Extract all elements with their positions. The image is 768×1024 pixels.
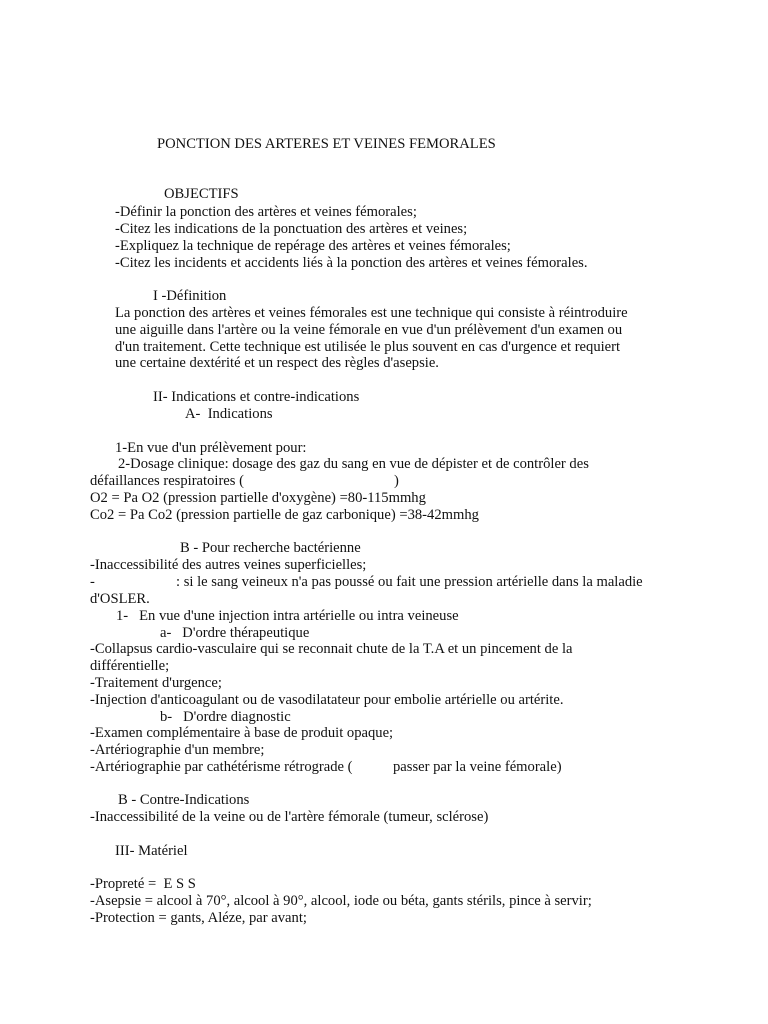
indication-line: 2-Dosage clinique: dosage des gaz du sang en vue de dépister et de contrôler des xyxy=(118,456,589,472)
indication-line: différentielle; xyxy=(90,658,170,674)
materiel-line: -Propreté = E S S xyxy=(90,876,196,892)
indication-line: Co2 = Pa Co2 (pression partielle de gaz carbonique) =38-42mmhg xyxy=(90,507,479,523)
materiel-line: -Asepsie = alcool à 70°, alcool à 90°, alcool, iode ou béta, gants stérils, pince à servir; xyxy=(90,893,592,909)
definition-line: d'un traitement. Cette technique est utilisée le plus souvent en cas d'urgence et requiert xyxy=(115,339,621,355)
objectif-item: -Citez les incidents et accidents liés à la ponction des artères et veines fémorales. xyxy=(115,255,588,271)
indication-line: -Injection d'anticoagulant ou de vasodilatateur pour embolie artérielle ou artérite. xyxy=(90,692,564,708)
indication-line: -Artériographie par cathétérisme rétrograde ( xyxy=(90,759,353,775)
definition-line: La ponction des artères et veines fémorales est une technique qui consiste à réintroduire xyxy=(115,305,628,321)
indication-line: passer par la veine fémorale) xyxy=(393,759,562,775)
definition-line: une aiguille dans l'artère ou la veine fémorale en vue d'un prélèvement d'un examen ou xyxy=(115,322,623,338)
materiel-heading: III- Matériel xyxy=(115,843,188,859)
indication-line: : si le sang veineux n'a pas poussé ou fait une pression artérielle dans la maladie xyxy=(176,574,643,590)
contre-indication-line: -Inaccessibilité de la veine ou de l'artère fémorale (tumeur, sclérose) xyxy=(90,809,489,825)
objectif-item: -Expliquez la technique de repérage des artères et veines fémorales; xyxy=(115,238,511,254)
objectifs-heading: OBJECTIFS xyxy=(164,186,239,202)
indication-line: - xyxy=(90,574,95,590)
therapeutic-subheading: a- D'ordre thérapeutique xyxy=(160,625,310,641)
definition-heading: I -Définition xyxy=(153,288,227,304)
indication-line: 1-En vue d'un prélèvement pour: xyxy=(115,440,307,456)
indication-line: -Examen complémentaire à base de produit opaque; xyxy=(90,725,394,741)
contre-indications-heading: B - Contre-Indications xyxy=(118,792,250,808)
indication-line: -Artériographie d'un membre; xyxy=(90,742,265,758)
indications-heading: II- Indications et contre-indications xyxy=(153,389,360,405)
indication-line: 1- En vue d'une injection intra artérielle ou intra veineuse xyxy=(116,608,459,624)
materiel-line: -Protection = gants, Aléze, par avant; xyxy=(90,910,307,926)
diagnostic-subheading: b- D'ordre diagnostic xyxy=(160,709,291,725)
indication-line: défaillances respiratoires ( xyxy=(90,473,244,489)
indication-line: -Inaccessibilité des autres veines superficielles; xyxy=(90,557,367,573)
definition-line: une certaine dextérité et un respect des règles d'asepsie. xyxy=(115,355,439,371)
indication-line: -Collapsus cardio-vasculaire qui se reconnait chute de la T.A et un pincement de la xyxy=(90,641,573,657)
document-title: PONCTION DES ARTERES ET VEINES FEMORALES xyxy=(157,136,496,152)
indication-line: ) xyxy=(394,473,399,489)
indication-line: -Traitement d'urgence; xyxy=(90,675,222,691)
objectif-item: -Définir la ponction des artères et veines fémorales; xyxy=(115,204,417,220)
indication-line: d'OSLER. xyxy=(90,591,150,607)
indications-sub-b: B - Pour recherche bactérienne xyxy=(180,540,361,556)
indication-line: O2 = Pa O2 (pression partielle d'oxygène) =80-115mmhg xyxy=(90,490,426,506)
objectif-item: -Citez les indications de la ponctuation des artères et veines; xyxy=(115,221,468,237)
indications-sub-a: A- Indications xyxy=(185,406,273,422)
